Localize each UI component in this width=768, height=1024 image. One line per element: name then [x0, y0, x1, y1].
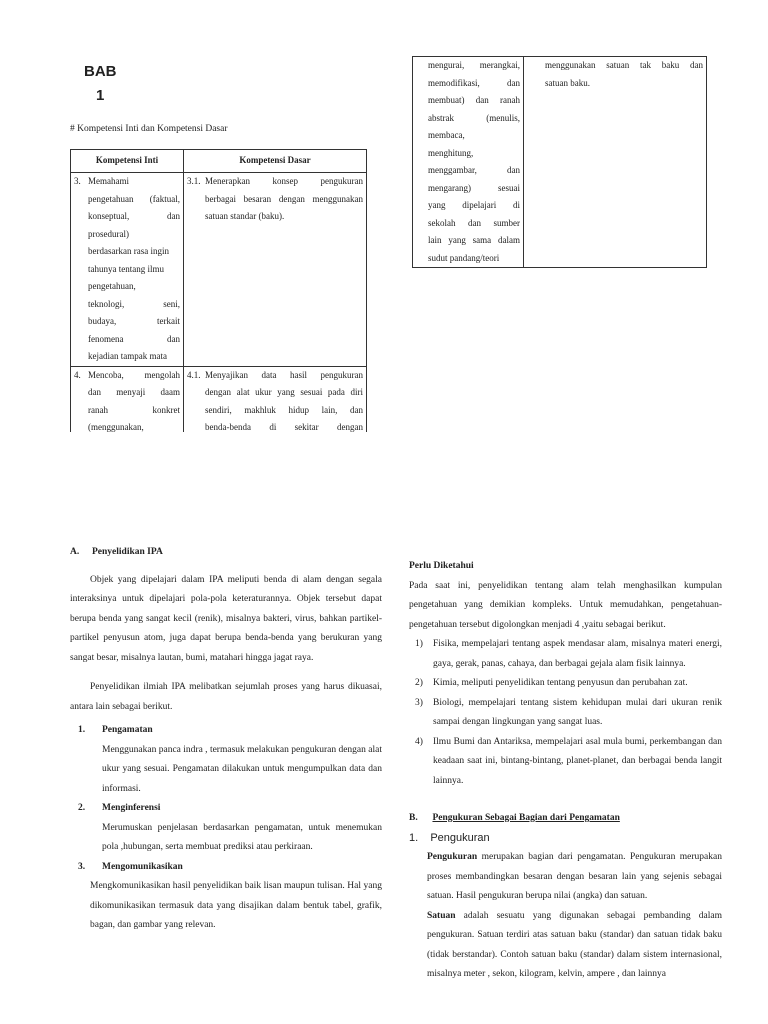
competency-table	[70, 149, 367, 438]
table-line: yang dipelajari di	[428, 200, 520, 210]
ki-cell	[71, 366, 184, 437]
ki-text	[88, 367, 180, 437]
table-line: memodifikasi, dan	[428, 77, 520, 88]
table-line: satuan standar (baku).	[205, 211, 285, 221]
kd-heading: # Kompetensi Inti dan Kompetensi Dasar	[70, 124, 228, 134]
list-text: Fisika, mempelajari tentang aspek mendasar alam, misalnya materi energi, gaya, gerak, panas, cahaya, dan berbagai gejala alam fisik lainnya.	[433, 639, 722, 669]
chapter-word: BAB	[84, 63, 117, 80]
table-line: budaya, terkait	[88, 316, 180, 326]
list-item-body: Merumuskan penjelasan berdasarkan pengamatan, untuk menemukan pola ,hubungan, serta membuat prediksi atau perkiraan.	[102, 822, 382, 852]
table-line: fenomena dan	[88, 333, 180, 344]
pengukuran-text: merupakan bagian dari pengamatan. Pengukuran merupakan proses membandingkan besaran dengan besaran lain yang sejenis sebagai satuan. Hasil pengukuran berupa nilai (angka) dan satuan.	[427, 852, 722, 901]
competency-table-continued	[412, 56, 707, 268]
kd-number: 3.1.	[187, 176, 201, 186]
term-pengukuran: Pengukuran	[427, 852, 478, 862]
table-line: membuat) dan ranah	[428, 95, 520, 105]
section-a	[70, 543, 382, 936]
list-title: Pengamatan	[102, 725, 153, 735]
header-ki: Kompetensi Inti	[71, 150, 184, 173]
chapter-label	[84, 60, 117, 108]
kd-cell	[184, 366, 367, 437]
list-number: 2.	[78, 803, 86, 813]
term-satuan: Satuan	[427, 910, 456, 921]
table-line: mengurai, merangkai,	[428, 60, 520, 70]
subsection-heading	[409, 829, 722, 849]
kd-text	[205, 173, 363, 226]
table-line: abstrak (menulis,	[428, 112, 520, 123]
list-item-title	[70, 799, 382, 819]
table-line: sendiri, makhluk hidup lain, dan	[205, 404, 363, 415]
table-line: pengetahuan (faktual,	[88, 193, 180, 204]
list-item-title	[70, 721, 382, 741]
chapter-number: 1	[96, 87, 105, 104]
table-header-row	[71, 150, 367, 173]
list-item-title	[70, 858, 382, 878]
ki-number: 4.	[74, 369, 81, 380]
table-line: pengetahuan,	[88, 281, 136, 291]
perlu-paragraph: Pada saat ini, penyelidikan tentang alam telah menghasilkan kumpulan pengetahuan yang demikian kompleks. Untuk memudahkan, pengetahuan-pengetahuan tersebut digolongkan menjadi 4 ,yaitu sebagai berikut.	[409, 580, 722, 630]
table-line: mengarang) sesuai	[428, 182, 520, 193]
kd-cell	[524, 57, 707, 268]
table-line: Menyajikan data hasil pengukuran	[205, 369, 363, 380]
table-line: sekolah dan sumber	[428, 217, 520, 228]
section-b-letter: B.	[409, 813, 418, 823]
table-line: berdasarkan rasa ingin	[88, 246, 169, 256]
list-number: 2)	[415, 678, 423, 688]
table-line: Memahami	[88, 176, 129, 186]
table-line: menggambar, dan	[428, 165, 520, 175]
table-line: menghitung,	[428, 147, 474, 158]
table-line: satuan baku.	[545, 77, 590, 88]
table-line: konseptual, dan	[88, 211, 180, 221]
section-a-paragraph: Penyelidikan ilmiah IPA melibatkan sejumlah proses yang harus dikuasai, antara lain sebagai berikut.	[70, 682, 382, 712]
kd-number: 4.1.	[187, 369, 201, 380]
ki-cell	[71, 173, 184, 367]
table-line: ranah konkret	[88, 404, 180, 415]
list-number: 3)	[415, 697, 423, 708]
ki-cell	[413, 57, 524, 268]
table-line: benda-benda di sekitar dengan	[205, 422, 363, 432]
ki-text	[88, 173, 180, 366]
table-line: membaca,	[428, 130, 465, 140]
ki-text	[416, 57, 520, 267]
list-text: Kimia, meliputi penyelidikan tentang penyusun dan perubahan zat.	[433, 678, 688, 688]
list-text: Ilmu Bumi dan Antariksa, mempelajari asal mula bumi, perkembangan dan keadaan saat ini, bintang-bintang, planet-planet, dan berbagai benda langit lainnya.	[433, 736, 722, 786]
kd-text	[205, 367, 363, 437]
header-kd: Kompetensi Dasar	[184, 150, 367, 173]
table-row	[71, 173, 367, 367]
list-number: 3.	[78, 861, 86, 872]
list-title: Menginferensi	[102, 803, 161, 813]
list-item	[409, 635, 722, 674]
table-line: dan menyaji daam	[88, 387, 180, 397]
table-line: berbagai besaran dengan menggunakan	[205, 193, 363, 204]
table-line: prosedural)	[88, 228, 129, 239]
section-b-heading	[409, 809, 722, 829]
table-line: (menggunakan,	[88, 422, 144, 432]
table-line: menggunakan satuan tak baku dan	[545, 60, 703, 70]
list-item	[409, 694, 722, 733]
kd-text	[527, 57, 703, 92]
list-number: 1.	[78, 725, 86, 735]
table-line: sudut pandang/teori	[428, 252, 500, 263]
list-text: Biologi, mempelajari tentang sistem kehidupan mulai dari ukuran renik sampai dengan lingkungan yang sangat luas.	[433, 697, 722, 727]
list-item	[409, 674, 722, 694]
kd-cell	[184, 173, 367, 367]
table-line: Menerapkan konsep pengukuran	[205, 176, 363, 186]
section-a-letter: A.	[70, 547, 80, 557]
right-column	[409, 557, 722, 985]
satuan-text: adalah sesuatu yang digunakan sebagai pembanding dalam pengukuran. Satuan terdiri atas satuan baku (standar) dan satuan tidak baku (tidak berstandar). Contoh satuan baku (standar) dalam sistem internasional, misalnya meter , sekon, kilogram, kelvin, ampere , dan lainnya	[427, 910, 722, 979]
section-a-title: Penyelidikan IPA	[92, 547, 163, 557]
pengukuran-paragraph	[409, 848, 722, 907]
section-a-heading	[70, 543, 382, 563]
list-item-body: Mengkomunikasikan hasil penyelidikan baik lisan maupun tulisan. Hal yang dikomunikasikan termasuk data yang disajikan dalam bentuk tabel, grafik, bagan, dan gambar yang relevan.	[90, 881, 382, 930]
list-item	[409, 733, 722, 792]
list-title: Mengomunikasikan	[102, 861, 183, 872]
section-b-title: Pengukuran Sebagai Bagian dari Pengamatan	[432, 813, 620, 823]
subsection-number: 1.	[409, 831, 419, 844]
table-line: kejadian tampak mata	[88, 351, 167, 361]
table-line: dengan alat ukur yang sesuai pada diri	[205, 387, 363, 397]
perlu-heading: Perlu Diketahui	[409, 561, 474, 571]
section-a-paragraph: Objek yang dipelajari dalam IPA meliputi benda di alam dengan segala interaksinya untuk dipelajari pola-pola keteraturannya. Objek tersebut dapat berupa benda yang sangat kecil (renik), misalnya bakteri, virus, bahkan partikel-partikel penyusun atom, juga dapat berupa benda-benda yang berukuran yang sangat besar, misalnya lautan, bumi, matahari hingga jagat raya.	[70, 574, 382, 663]
ki-number: 3.	[74, 176, 81, 186]
table-line: tahunya tentang ilmu	[88, 263, 164, 274]
subsection-title: Pengukuran	[430, 831, 490, 844]
table-row	[413, 57, 707, 268]
table-line: lain yang sama dalam	[428, 235, 520, 245]
list-number: 4)	[415, 736, 423, 747]
table-line: Mencoba, mengolah	[88, 369, 180, 380]
list-item-body: Menggunakan panca indra , termasuk melakukan pengukuran dengan alat ukur yang sesuai. Pengamatan dilakukan untuk mengumpulkan data dan informasi.	[102, 744, 382, 794]
list-number: 1)	[415, 639, 423, 649]
table-row	[71, 366, 367, 437]
table-line: teknologi, seni,	[88, 298, 180, 309]
satuan-paragraph	[409, 907, 722, 985]
